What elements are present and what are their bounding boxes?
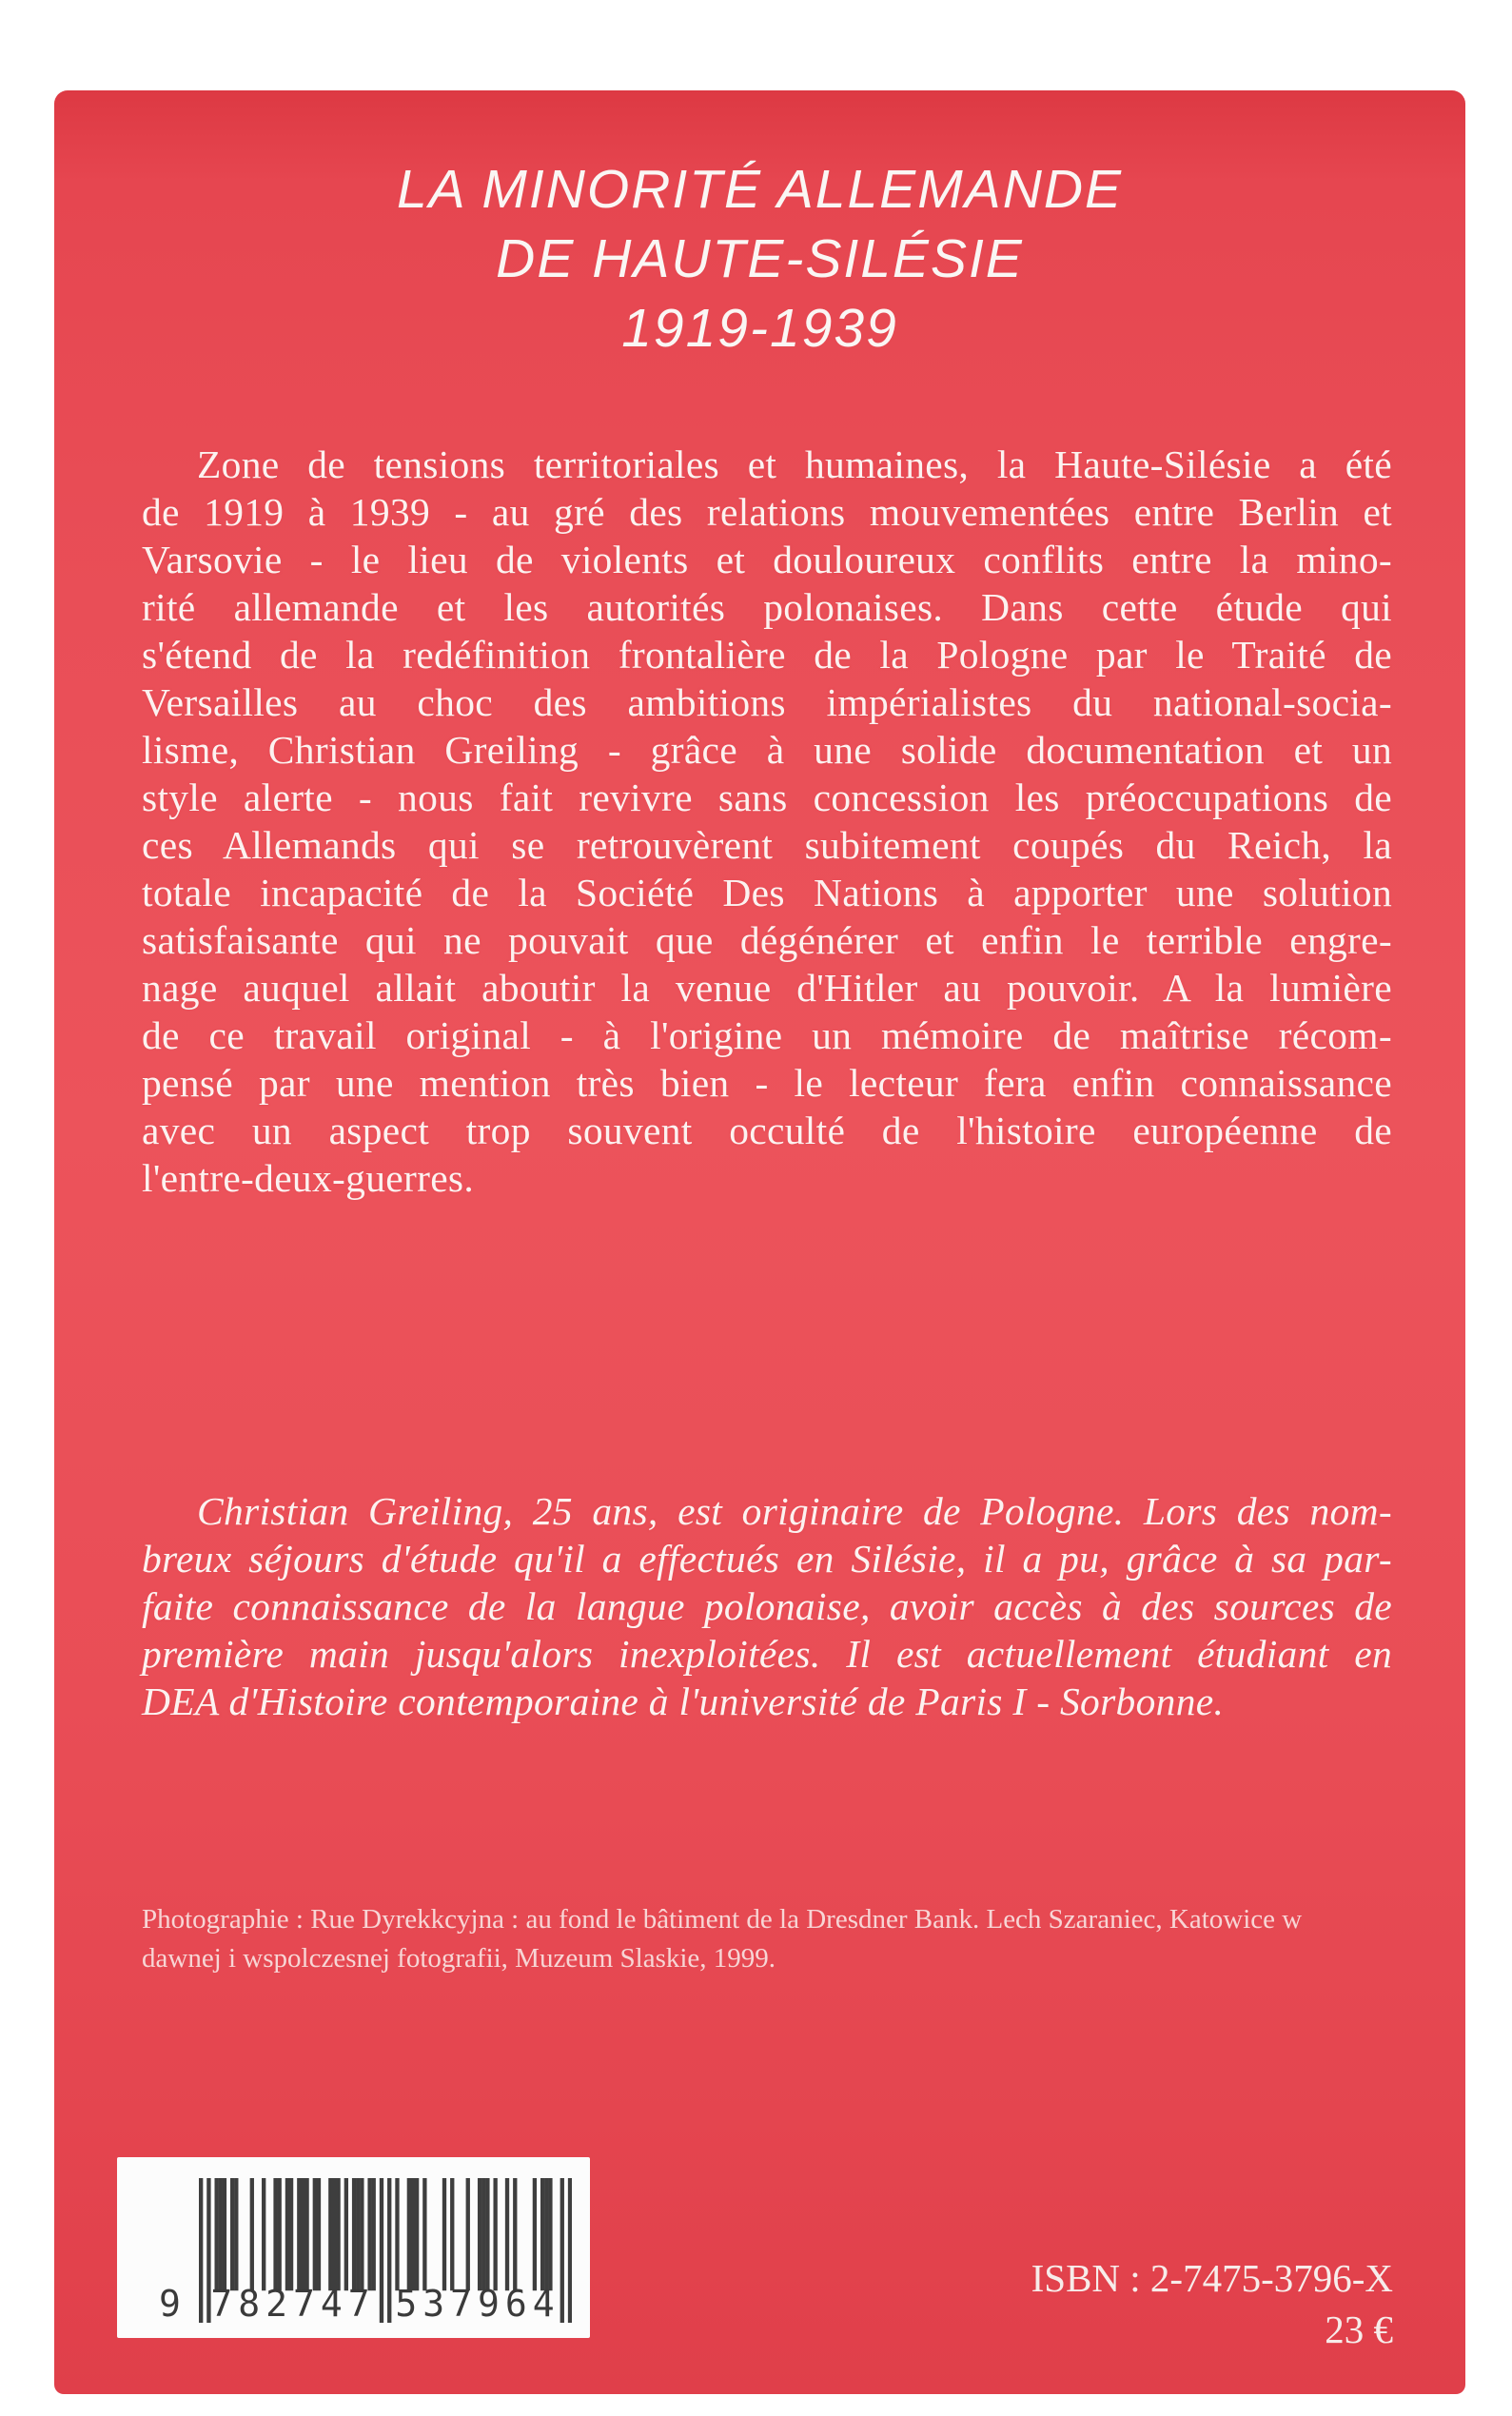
isbn-price-block: [1031, 2252, 1393, 2355]
synopsis-line: pensé par une mention très bien - le lecteur fera enfin connaissance: [142, 1061, 1392, 1105]
synopsis-line: totale incapacité de la Société Des Nations à apporter une solution: [142, 871, 1392, 914]
synopsis-line: rité allemande et les autorités polonaises. Dans cette étude qui: [142, 585, 1392, 629]
isbn-label: ISBN : 2-7475-3796-X: [1031, 2256, 1393, 2300]
barcode-left-group: 782747: [210, 2283, 376, 2325]
price-label: 23 €: [1325, 2308, 1393, 2351]
barcode-digits: [159, 2283, 572, 2325]
synopsis-line: Versailles au choc des ambitions impérialistes du national-socia-: [142, 680, 1392, 724]
synopsis-line: lisme, Christian Greiling - grâce à une solide documentation et un: [142, 728, 1392, 772]
synopsis-line: Zone de tensions territoriales et humaines, la Haute-Silésie a été: [197, 442, 1392, 486]
synopsis-line: style alerte - nous fait revivre sans concession les préoccupations de: [142, 776, 1392, 819]
synopsis-line: s'étend de la redéfinition frontalière de la Pologne par le Traité de: [142, 633, 1392, 677]
synopsis-line: de ce travail original - à l'origine un mémoire de maîtrise récom-: [142, 1013, 1392, 1057]
ean-barcode: [159, 2178, 572, 2325]
synopsis-line: avec un aspect trop souvent occulté de l'histoire européenne de: [142, 1109, 1392, 1152]
photo-credit-line: Photographie : Rue Dyrekkcyjna : au fond le bâtiment de la Dresdner Bank. Lech Szaraniec, Katowice w: [142, 1904, 1303, 1935]
synopsis-line: ces Allemands qui se retrouvèrent subitement coupés du Reich, la: [142, 823, 1392, 867]
author-bio-line: DEA d'Histoire contemporaine à l'université de Paris I - Sorbonne.: [142, 1679, 1225, 1723]
synopsis-line: de 1919 à 1939 - au gré des relations mouvementées entre Berlin et: [142, 490, 1392, 534]
book-title: [54, 155, 1465, 363]
photo-credit-line: dawnej i wspolczesnej fotografii, Muzeum Slaskie, 1999.: [142, 1943, 776, 1974]
barcode-panel: [117, 2157, 590, 2338]
synopsis-line: nage auquel allait aboutir la venue d'Hitler au pouvoir. A la lumière: [142, 966, 1392, 1010]
book-title-line: DE HAUTE-SILÉSIE: [496, 228, 1024, 289]
synopsis-line: l'entre-deux-guerres.: [142, 1156, 475, 1200]
synopsis-line: satisfaisante qui ne pouvait que dégénérer et enfin le terrible engre-: [142, 918, 1392, 962]
author-bio-line: faite connaissance de la langue polonaise, avoir accès à des sources de: [142, 1584, 1392, 1628]
book-title-line: 1919-1939: [621, 298, 898, 359]
author-bio-line: première main jusqu'alors inexploitées. Il est actuellement étudiant en: [142, 1632, 1392, 1676]
author-bio-paragraph: [142, 1487, 1392, 1725]
author-bio-line: Christian Greiling, 25 ans, est originaire de Pologne. Lors des nom-: [197, 1489, 1392, 1533]
barcode-lead-digit: 9: [159, 2283, 181, 2325]
author-bio-line: breux séjours d'étude qu'il a effectués en Silésie, il a pu, grâce à sa par-: [142, 1537, 1392, 1581]
book-title-line: LA MINORITÉ ALLEMANDE: [396, 159, 1124, 220]
barcode-right-group: 537964: [395, 2283, 560, 2325]
synopsis-line: Varsovie - le lieu de violents et douloureux conflits entre la mino-: [142, 538, 1392, 581]
synopsis-paragraph: [142, 441, 1392, 1202]
photo-credit: [142, 1900, 1445, 1978]
book-back-cover: [54, 90, 1465, 2394]
